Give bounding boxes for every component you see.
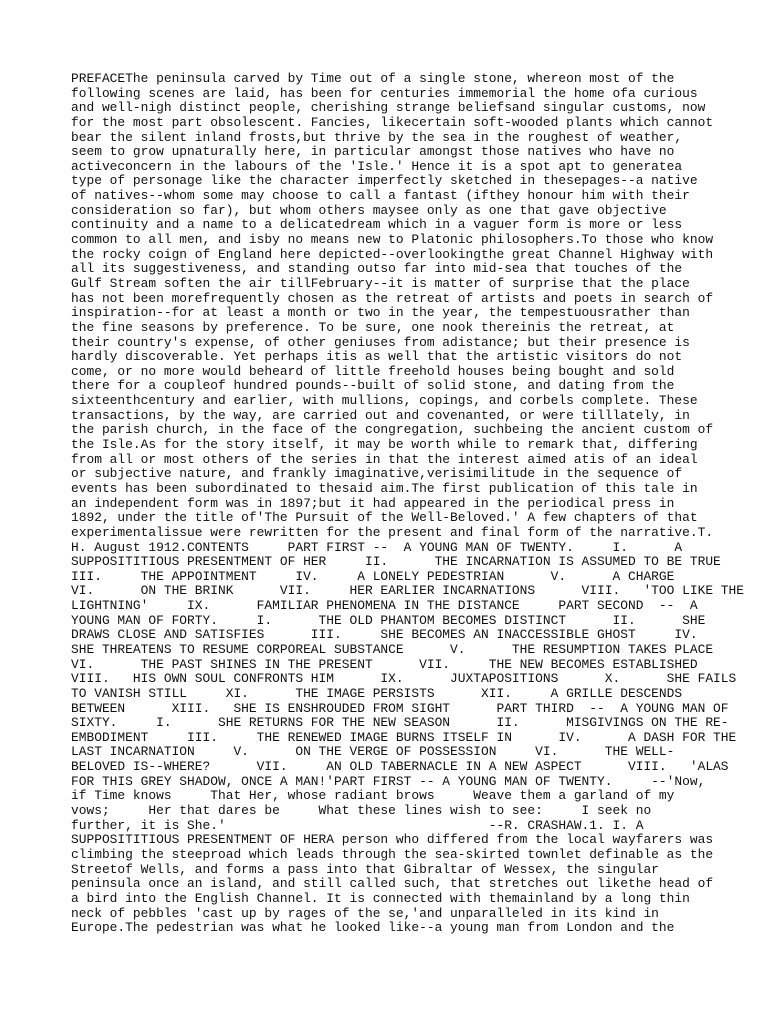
text-line: VIII. HIS OWN SOUL CONFRONTS HIM IX. JUXTAPOSITIONS X. SHE FAILS: [71, 671, 737, 687]
text-line: common to all men, and isby no means new to Platonic philosophers.To those who know: [71, 232, 714, 248]
text-line: consideration so far), but whom others maysee only as one that gave objective: [71, 202, 667, 218]
text-line: SIXTY. I. SHE RETURNS FOR THE NEW SEASON II. MISGIVINGS ON THE RE-: [71, 715, 729, 731]
text-line: TO VANISH STILL XI. THE IMAGE PERSISTS XII. A GRILLE DESCENDS: [71, 685, 683, 701]
text-line: Europe.The pedestrian was what he looked like--a young man from London and the: [71, 920, 675, 936]
text-line: transactions, by the way, are carried out and covenanted, or were tilllately, in: [71, 407, 690, 423]
text-line: neck of pebbles 'cast up by rages of the se,'and unparalleled in its kind in: [71, 905, 659, 921]
text-line: BETWEEN XIII. SHE IS ENSHROUDED FROM SIGHT PART THIRD -- A YOUNG MAN OF: [71, 700, 729, 716]
text-line: H. August 1912.CONTENTS PART FIRST -- A YOUNG MAN OF TWENTY. I. A: [71, 539, 683, 555]
text-line: come, or no more would beheard of little freehold houses being bought and sold: [71, 363, 675, 379]
text-line: FOR THIS GREY SHADOW, ONCE A MAN!'PART FIRST -- A YOUNG MAN OF TWENTY. --'Now,: [71, 773, 706, 789]
text-line: the parish church, in the face of the congregation, suchbeing the ancient custom of: [71, 422, 714, 438]
text-line: DRAWS CLOSE AND SATISFIES III. SHE BECOMES AN INACCESSIBLE GHOST IV.: [71, 627, 698, 643]
text-line: PREFACEThe peninsula carved by Time out of a single stone, whereon most of the: [71, 71, 675, 86]
text-line: the fine seasons by preference. To be sure, one nook thereinis the retreat, at: [71, 319, 675, 335]
text-line: the Isle.As for the story itself, it may be worth while to remark that, differing: [71, 437, 698, 453]
text-line: EMBODIMENT III. THE RENEWED IMAGE BURNS ITSELF IN IV. A DASH FOR THE: [71, 729, 737, 745]
text-line: VI. ON THE BRINK VII. HER EARLIER INCARNATIONS VIII. 'TOO LIKE THE: [71, 583, 745, 599]
text-line: has not been morefrequently chosen as the retreat of artists and poets in search of: [71, 290, 714, 306]
text-line: activeconcern in the labours of the 'Isle.' Hence it is a spot apt to generatea: [71, 158, 683, 174]
text-line: of natives--whom some may choose to call a fantast (ifthey honour him with their: [71, 188, 690, 204]
text-line: for the most part obsolescent. Fancies, likecertain soft-wooded plants which cannot: [71, 114, 714, 130]
text-line: from all or most others of the series in that the interest aimed atis of an ideal: [71, 451, 698, 467]
text-line: sixteenthcentury and earlier, with mullions, copings, and corbels complete. These: [71, 393, 698, 409]
text-line: Gulf Stream soften the air tillFebruary--it is matter of surprise that the place: [71, 275, 690, 291]
text-line: hardly discoverable. Yet perhaps itis as well that the artistic visitors do not: [71, 349, 683, 365]
text-line: or subjective nature, and frankly imaginative,verisimilitude in the sequence of: [71, 466, 683, 482]
text-line: there for a coupleof hundred pounds--built of solid stone, and dating from the: [71, 378, 675, 394]
text-line: YOUNG MAN OF FORTY. I. THE OLD PHANTOM BECOMES DISTINCT II. SHE: [71, 612, 706, 628]
text-line: following scenes are laid, has been for centuries immemorial the home ofa curious: [71, 85, 698, 101]
text-line: LIGHTNING' IX. FAMILIAR PHENOMENA IN THE DISTANCE PART SECOND -- A: [71, 598, 698, 614]
text-line: a bird into the English Channel. It is connected with themainland by a long thin: [71, 890, 690, 906]
text-line: the rocky coign of England here depicted--overlookingthe great Channel Highway with: [71, 246, 714, 262]
text-line: peninsula once an island, and still called such, that stretches out likethe head of: [71, 876, 714, 892]
text-line: 1892, under the title of'The Pursuit of the Well-Beloved.' A few chapters of that: [71, 510, 698, 526]
text-line: BELOVED IS--WHERE? VII. AN OLD TABERNACLE IN A NEW ASPECT VIII. 'ALAS: [71, 759, 729, 775]
text-line: an independent form was in 1897;but it had appeared in the periodical press in: [71, 495, 675, 511]
text-line: inspiration--for at least a month or two in the year, the tempestuousrather than: [71, 305, 690, 321]
text-line: vows; Her that dares be What these lines wish to see: I seek no: [71, 803, 652, 819]
text-line: seem to grow upnaturally here, in particular amongst those natives who have no: [71, 144, 675, 160]
text-line: type of personage like the character imperfectly sketched in thesepages--a native: [71, 173, 698, 189]
text-line: SUPPOSITITIOUS PRESENTMENT OF HERA person who differed from the local wayfarers was: [71, 832, 714, 848]
text-line: and well-nigh distinct people, cherishing strange beliefsand singular customs, now: [71, 100, 706, 116]
text-line: further, it is She.' --R. CRASHAW.1. I. A: [71, 817, 644, 833]
text-line: all its suggestiveness, and standing outso far into mid-sea that touches of the: [71, 261, 683, 277]
document-page: [71, 71, 745, 936]
text-line: III. THE APPOINTMENT IV. A LONELY PEDESTRIAN V. A CHARGE: [71, 568, 675, 584]
text-line: events has been subordinated to thesaid aim.The first publication of this tale in: [71, 480, 698, 496]
text-line: if Time knows That Her, whose radiant brows Weave them a garland of my: [71, 788, 675, 804]
text-line: bear the silent inland frosts,but thrive by the sea in the roughest of weather,: [71, 129, 683, 145]
text-line: experimentalissue were rewritten for the present and final form of the narrative.T.: [71, 524, 714, 540]
text-line: continuity and a name to a delicatedream which in a vaguer form is more or less: [71, 217, 683, 233]
text-line: climbing the steeproad which leads through the sea-skirted townlet definable as the: [71, 846, 714, 862]
text-line: VI. THE PAST SHINES IN THE PRESENT VII. THE NEW BECOMES ESTABLISHED: [71, 656, 698, 672]
text-line: LAST INCARNATION V. ON THE VERGE OF POSSESSION VI. THE WELL-: [71, 744, 675, 760]
text-line: SHE THREATENS TO RESUME CORPOREAL SUBSTANCE V. THE RESUMPTION TAKES PLACE: [71, 641, 714, 657]
text-line: Streetof Wells, and forms a pass into that Gibraltar of Wessex, the singular: [71, 861, 659, 877]
text-line: their country's expense, of other geniuses from adistance; but their presence is: [71, 334, 690, 350]
text-line: SUPPOSITITIOUS PRESENTMENT OF HER II. THE INCARNATION IS ASSUMED TO BE TRUE: [71, 554, 721, 570]
